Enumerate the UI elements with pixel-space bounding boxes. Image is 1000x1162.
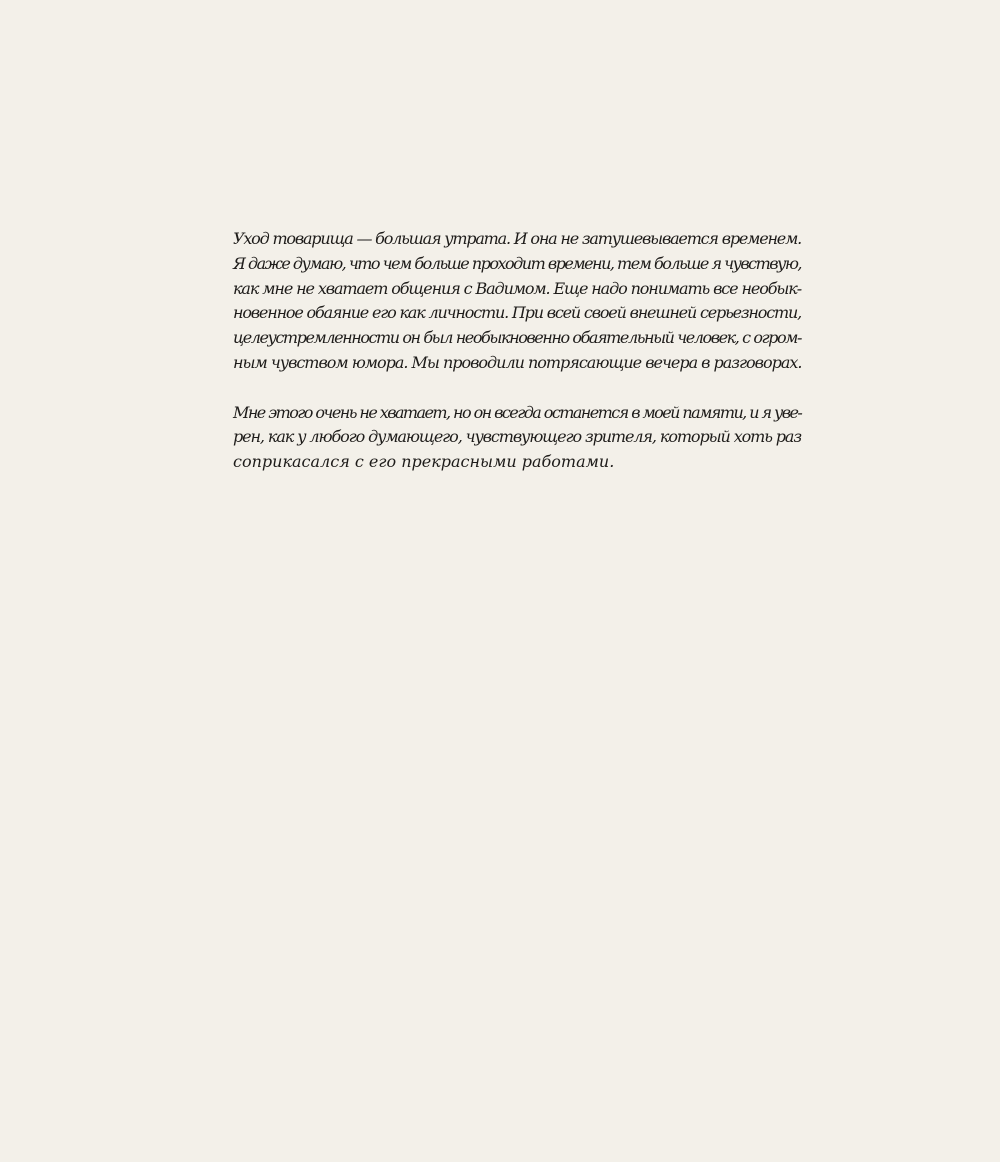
- text-line: новенное обаяние его как личности. При всей своей внешней серьезности,: [233, 303, 802, 323]
- text-line: целеустремленности он был необыкновенно обаятельный человек, с огром-: [233, 328, 801, 348]
- text-line: как мне не хватает общения с Вадимом. Еще надо понимать все необык-: [233, 278, 802, 298]
- body-text: [233, 227, 801, 475]
- text-line: ным чувством юмора. Мы проводили потрясающие вечера в разговорах.: [233, 352, 802, 372]
- text-line: Уход товарища — большая утрата. И она не затушевывается временем.: [233, 229, 802, 248]
- paragraph-2: [233, 401, 801, 475]
- text-line: Я даже думаю, что чем больше проходит времени, тем больше я чувствую,: [233, 253, 801, 273]
- text-line: соприкасался с его прекрасными работами.: [233, 452, 615, 472]
- text-line: Мне этого очень не хватает, но он всегда останется в моей памяти, и я уве-: [233, 402, 802, 422]
- text-line: рен, как у любого думающего, чувствующего зрителя, который хоть раз: [233, 427, 801, 447]
- paragraph-1: [233, 227, 801, 376]
